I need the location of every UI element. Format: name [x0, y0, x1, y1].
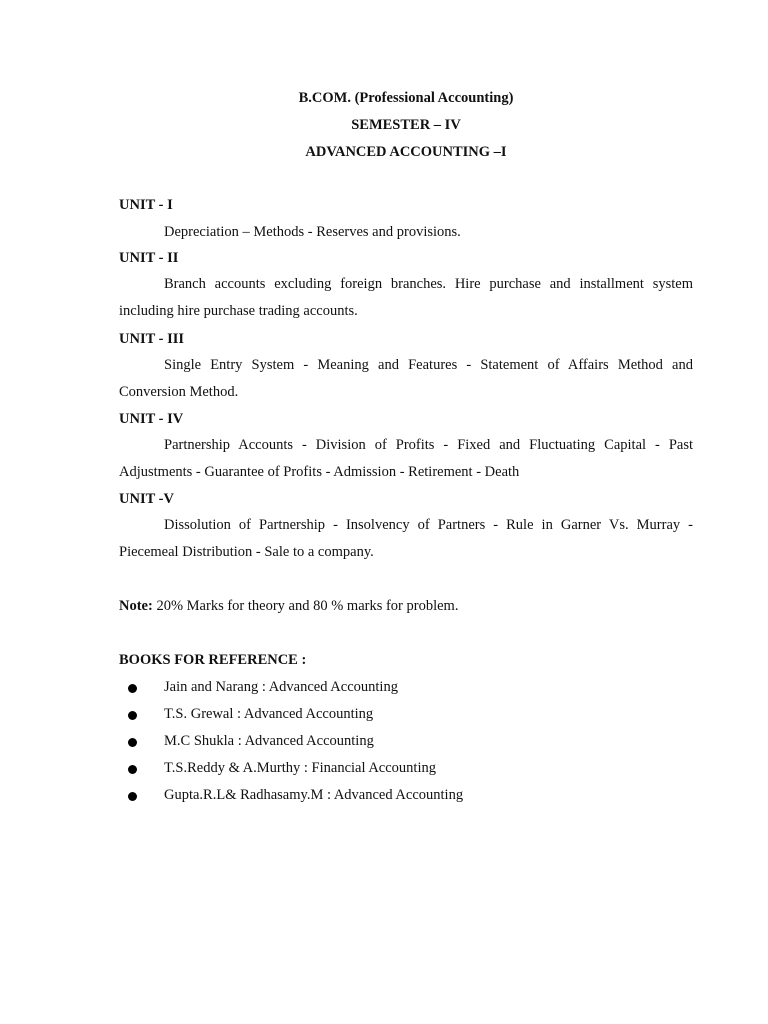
unit-3-text: Single Entry System - Meaning and Features - Statement of Affairs Method and Conversion Method.	[119, 357, 693, 400]
list-item	[119, 787, 679, 807]
unit-2-text: Branch accounts excluding foreign branches. Hire purchase and installment system including hire purchase trading accounts.	[119, 276, 693, 319]
list-item	[119, 760, 679, 780]
unit-2-heading: UNIT - II	[119, 250, 179, 266]
course-title: ADVANCED ACCOUNTING –I	[305, 144, 507, 160]
note-text: 20% Marks for theory and 80 % marks for problem.	[152, 598, 459, 614]
unit-5-heading: UNIT -V	[119, 491, 174, 507]
semester-title: SEMESTER – IV	[351, 117, 461, 133]
book-title: T.S. Grewal : Advanced Accounting	[164, 706, 374, 722]
bullet-icon	[128, 738, 137, 747]
book-title: T.S.Reddy & A.Murthy : Financial Accounting	[164, 760, 436, 776]
bullet-icon	[128, 792, 137, 801]
book-title: Gupta.R.L& Radhasamy.M : Advanced Accounting	[164, 787, 464, 803]
books-heading: BOOKS FOR REFERENCE :	[119, 652, 307, 668]
bullet-icon	[128, 765, 137, 774]
unit-3-heading: UNIT - III	[119, 331, 185, 347]
bullet-icon	[128, 684, 137, 693]
unit-4-text: Partnership Accounts - Division of Profits - Fixed and Fluctuating Capital - Past Adjustments - Guarantee of Profits - Admission - Retirement - Death	[119, 437, 693, 480]
unit-4-heading: UNIT - IV	[119, 411, 184, 427]
book-title: M.C Shukla : Advanced Accounting	[164, 733, 374, 749]
bullet-icon	[128, 711, 137, 720]
list-item	[119, 679, 679, 699]
unit-5-text: Dissolution of Partnership - Insolvency of Partners - Rule in Garner Vs. Murray - Piecemeal Distribution - Sale to a company.	[119, 517, 693, 560]
marks-note	[119, 598, 458, 615]
program-title: B.COM. (Professional Accounting)	[298, 90, 514, 106]
unit-1-text: Depreciation – Methods - Reserves and provisions.	[164, 224, 461, 240]
list-item	[119, 706, 679, 726]
book-title: Jain and Narang : Advanced Accounting	[164, 679, 398, 695]
unit-1-heading: UNIT - I	[119, 197, 173, 213]
note-label: Note:	[119, 598, 153, 614]
list-item	[119, 733, 679, 753]
